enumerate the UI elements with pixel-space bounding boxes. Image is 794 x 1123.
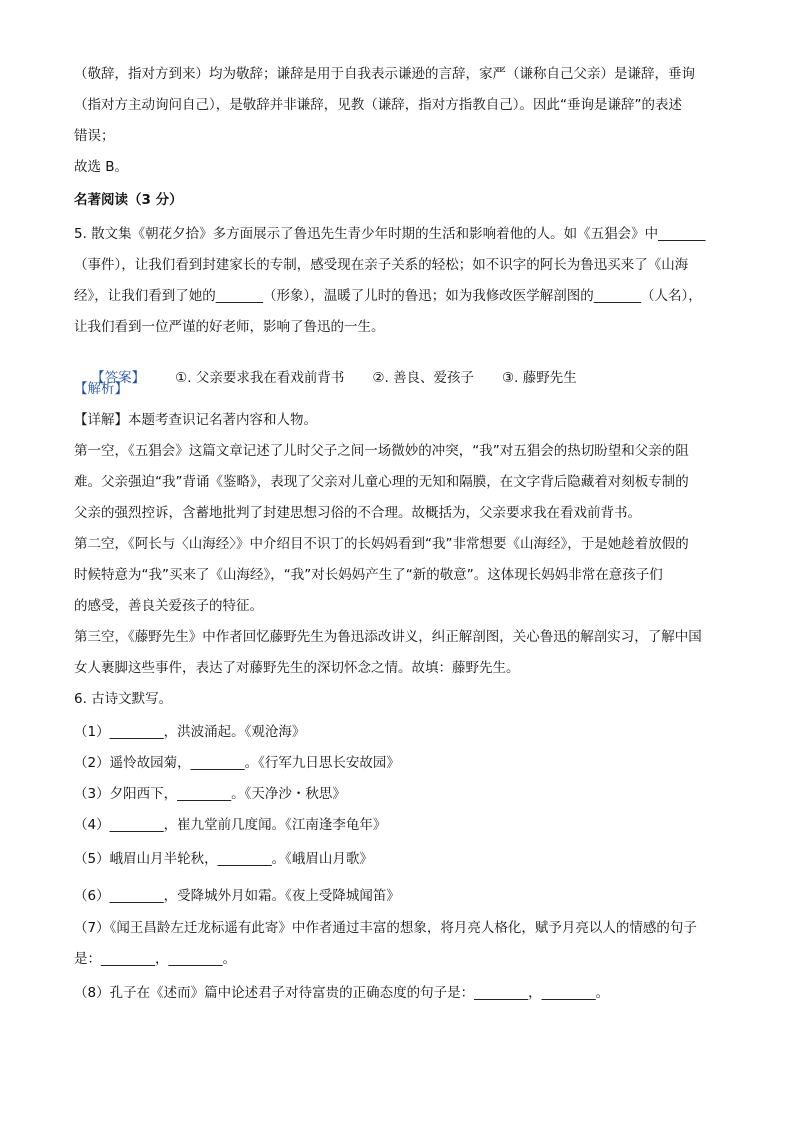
question-item: （8）孔子在《述而》篇中论述君子对待富贵的正确态度的句子是：________，________。: [74, 985, 610, 1001]
answer-item: ②. 善良、爱孩子: [372, 370, 475, 386]
question-item: （4）________，崔九堂前几度闻。《江南逢李龟年》: [74, 817, 387, 833]
text-line: 故选 B。: [74, 159, 129, 175]
question-item: （7）《闻王昌龄左迁龙标遥有此寄》中作者通过丰富的想象，将月亮人格化，赋予月亮以人的情感的句子: [74, 920, 697, 936]
explanation-line: 第一空，《五猖会》这篇文章记述了儿时父子之间一场微妙的冲突，“我”对五猖会的热切盼望和父亲的阻: [74, 443, 689, 459]
explanation-line: 第三空，《藤野先生》中作者回忆藤野先生为鲁迅添改讲义，纠正解剖图，关心鲁迅的解剖实习，了解中国: [74, 629, 702, 645]
text-line: （指对方主动询问自己），是敬辞并非谦辞，见教（谦辞，指对方指教自己）。因此“垂询是谦辞”的表述: [74, 97, 682, 113]
analysis-label: 【解析】: [74, 381, 128, 397]
question-item: （6）________，受降城外月如霜。《夜上受降城闻笛》: [74, 888, 400, 904]
explanation-line: 【详解】本题考查识记名著内容和人物。: [74, 412, 317, 428]
text-line: 错误；: [74, 128, 115, 144]
question-item: （1）________，洪波涌起。《观沧海》: [74, 724, 306, 740]
explanation-line: 难。父亲强迫“我”背诵《鉴略》，表现了父亲对儿童心理的无知和隔膜，在文字背后隐藏着对刻板专制的: [74, 474, 689, 490]
question-text: 经》，让我们看到了她的_______（形象），温暖了儿时的鲁迅；如为我修改医学解剖图的_______（人名），: [74, 288, 702, 304]
question-text: 让我们看到一位严谨的好老师，影响了鲁迅的一生。: [74, 319, 385, 335]
question-item: 是：________，________。: [74, 951, 236, 967]
answer-item: ①. 父亲要求我在看戏前背书: [175, 370, 345, 386]
question-item: （2）遥怜故园菊，________。《行军九日思长安故园》: [74, 755, 400, 771]
explanation-line: 的感受，善良关爱孩子的特征。: [74, 598, 263, 614]
answer-line: [74, 348, 577, 408]
answer-item: ③. 藤野先生: [502, 370, 577, 386]
section-heading: 名著阅读（3 分）: [74, 192, 183, 208]
question-item: （3）夕阳西下，________。《天净沙・秋思》: [74, 786, 346, 802]
explanation-line: 父亲的强烈控诉，含蓄地批判了封建思想习俗的不合理。故概括为，父亲要求我在看戏前背书。: [74, 505, 641, 521]
explanation-line: 第二空，《阿长与〈山海经〉》中介绍目不识丁的长妈妈看到“我”非常想要《山海经》，于是她趁着放假的: [74, 536, 689, 552]
question-item: （5）峨眉山月半轮秋，________。《峨眉山月歌》: [74, 851, 373, 867]
question-text: 6. 古诗文默写。: [74, 691, 173, 707]
explanation-line: 时候特意为“我”买来了《山海经》，“我”对长妈妈产生了“新的敬意”。这体现长妈妈非常在意孩子们: [74, 567, 663, 583]
text-line: （敬辞，指对方到来）均为敬辞；谦辞是用于自我表示谦逊的言辞，家严（谦称自己父亲）是谦辞，垂询: [74, 66, 695, 82]
answer-label: 【答案】: [91, 370, 146, 386]
question-text: 5. 散文集《朝花夕拾》多方面展示了鲁迅先生青少年时期的生活和影响着他的人。如《五猖会》中_______: [74, 226, 706, 242]
explanation-line: 女人裹脚这些事件，表达了对藤野先生的深切怀念之情。故填：藤野先生。: [74, 660, 520, 676]
question-text: （事件），让我们看到封建家长的专制，感受现在亲子关系的轻松；如不识字的阿长为鲁迅买来了《山海: [74, 257, 689, 273]
